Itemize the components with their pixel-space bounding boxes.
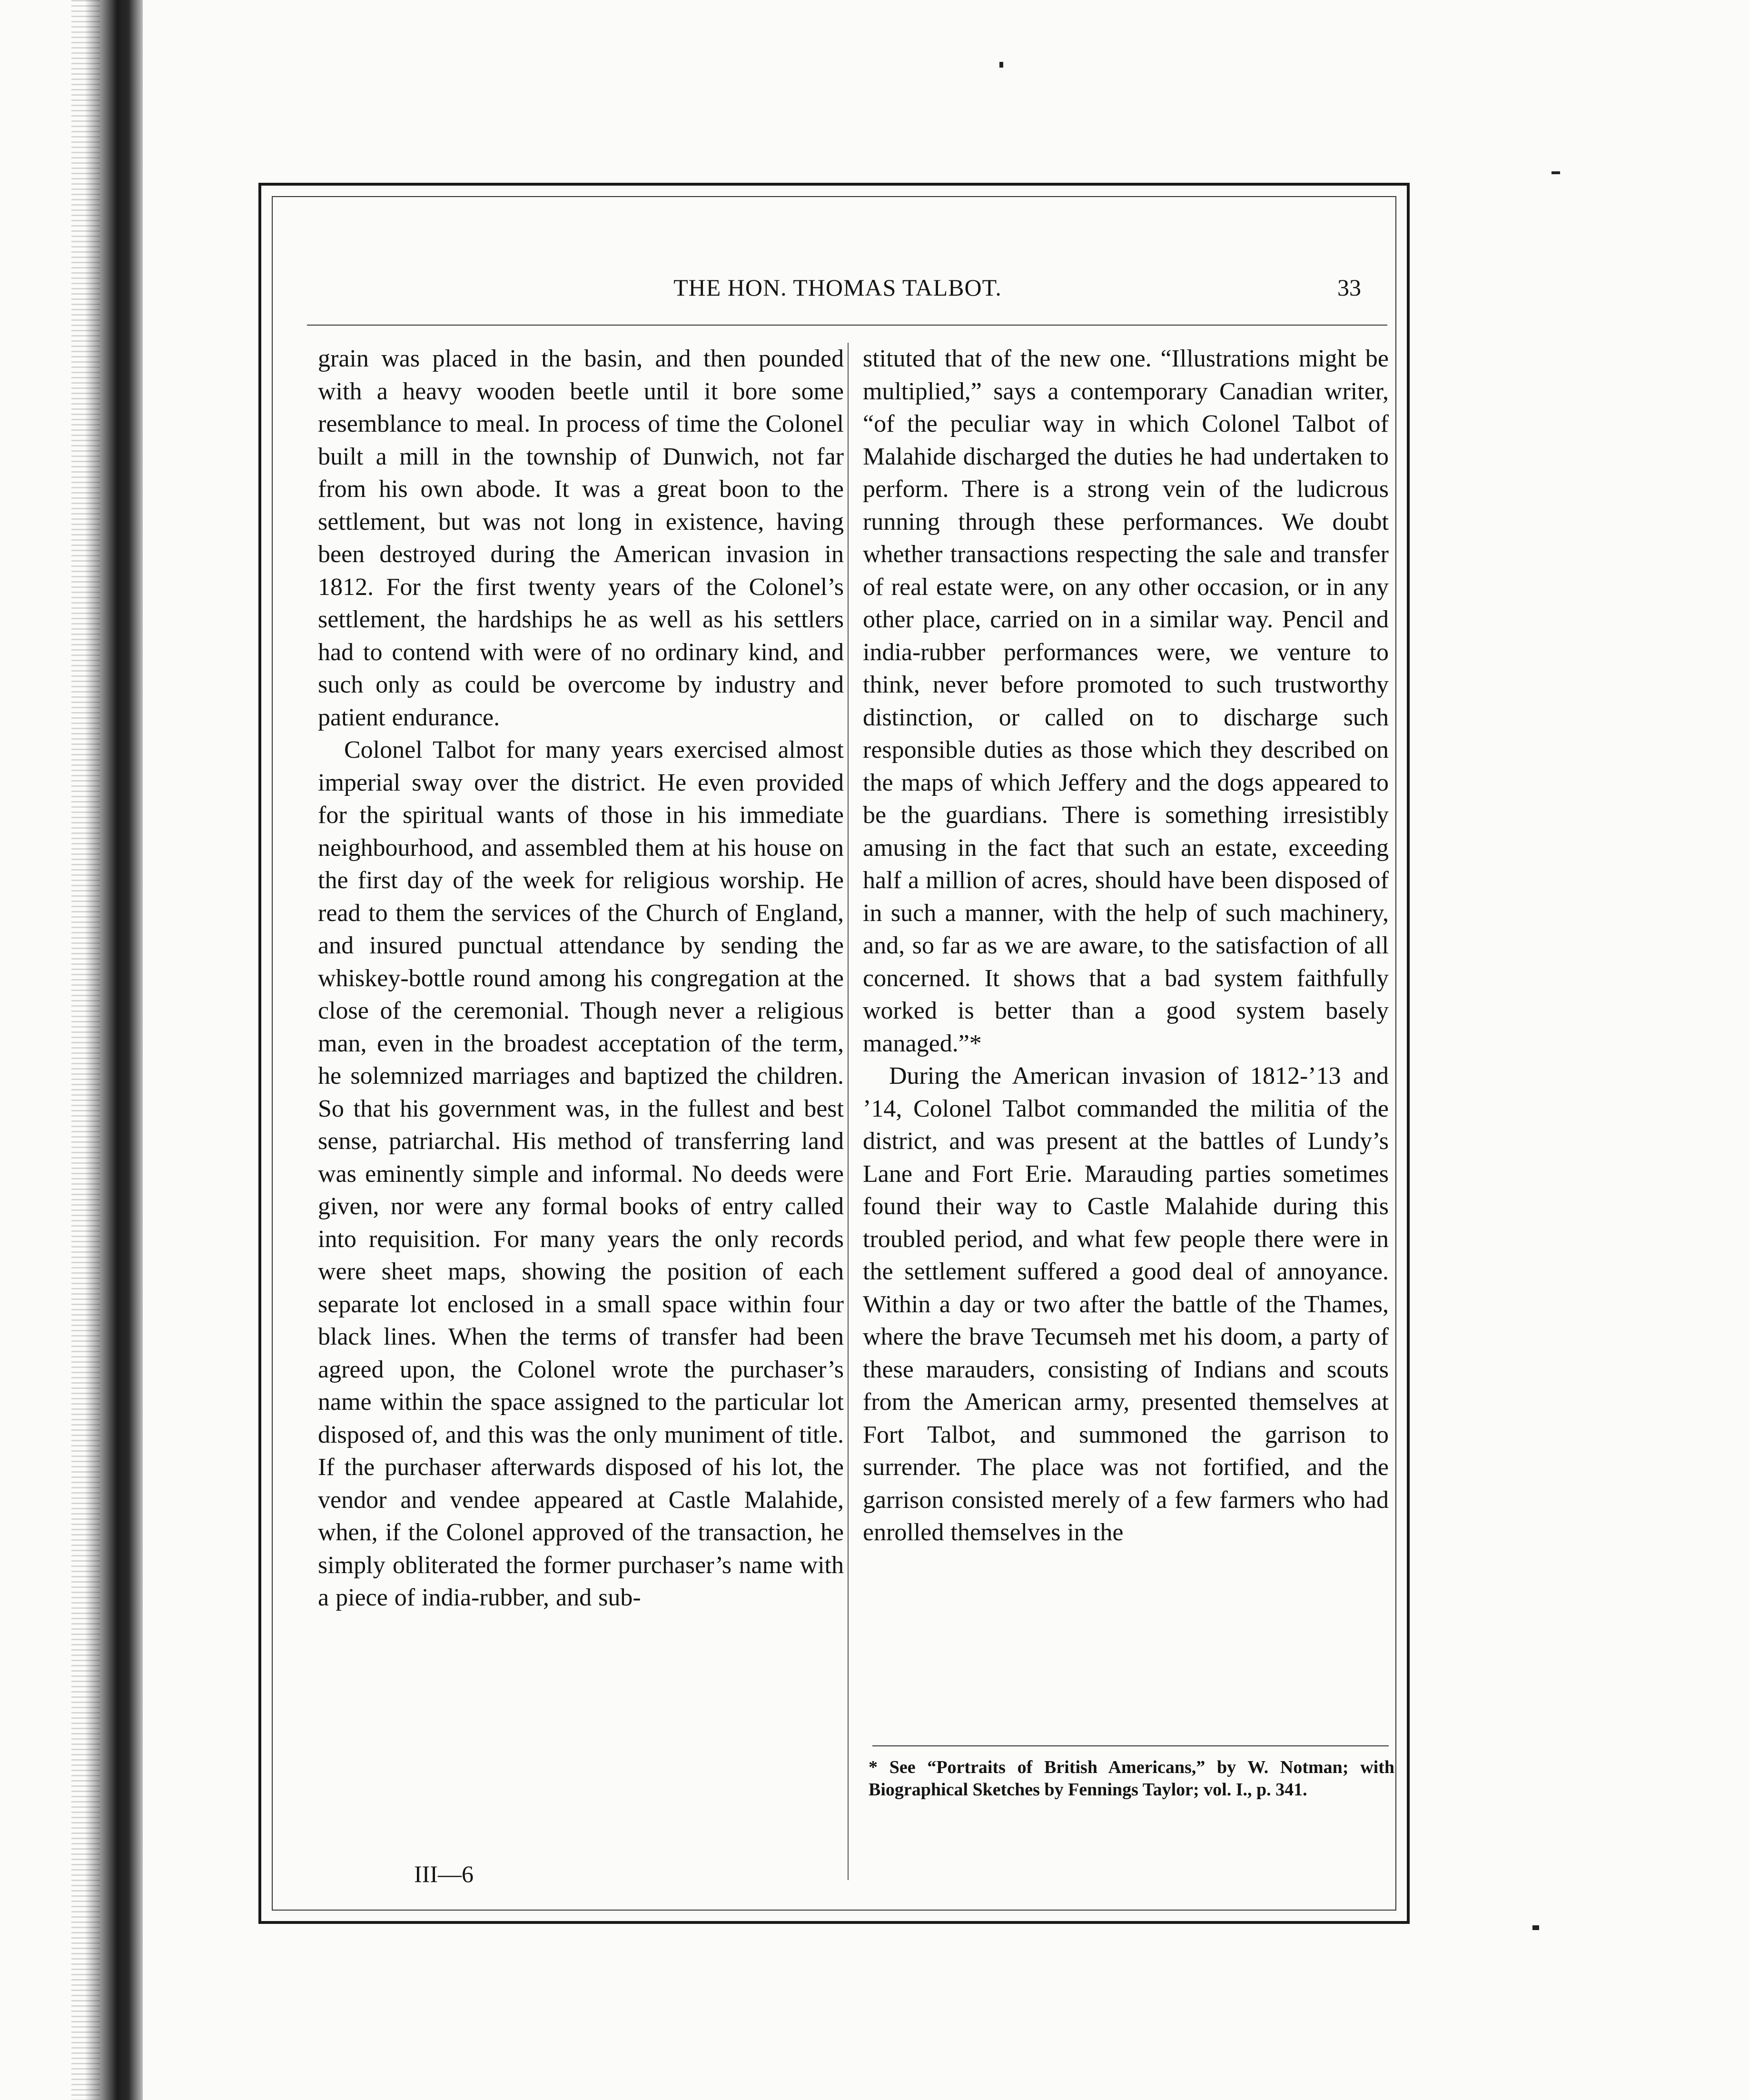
scan-artifact <box>1532 1925 1539 1930</box>
paragraph: grain was placed in the basin, and then pounded with a heavy wooden beetle until it bore some resemblance to meal. In process of time the Colonel built a mill in the township of Dunwich, not far from his own abode. It was a great boon to the settlement, but was not long in existence, having been destroyed during the American invasion in 1812. For the first twenty years of the Colonel’s settlement, the hardships he as well as his settlers had to contend with were of no ordinary kind, and such only as could be overcome by industry and patient endurance. <box>318 345 844 731</box>
running-head: THE HON. THOMAS TALBOT. <box>673 274 1002 301</box>
paragraph: stituted that of the new one. “Illustrations might be multiplied,” says a contemporary Canadian writer, “of the peculiar way in which Colonel Talbot of Malahide discharged the duties he had undertaken to perform. There is a strong vein of the ludicrous running through these performances. We doubt whether transactions respecting the sale and transfer of real estate were, on any other occasion, or in any other place, carried on in a similar way. Pencil and india-rubber performances were, we venture to think, never before promoted to such trustworthy distinction, or called on to discharge such responsible duties as those which they described on the maps of which Jeffery and the dogs appeared to be the guardians. There is something irresistibly amusing in the fact that such an estate, exceeding half a million of acres, should have been disposed of in such a manner, with the help of such machinery, and, so far as we are aware, to the satisfaction of all concerned. It shows that a bad system faithfully worked is better than a good system basely managed.”* <box>863 345 1389 1057</box>
column-rule <box>848 343 849 1880</box>
paragraph: Colonel Talbot for many years exercised almost imperial sway over the district. He even provided for the spiritual wants of those in his immediate neighbourhood, and assembled them at his house on the first day of the week for religious worship. He read to them the services of the Church of England, and insured punctual attendance by sending the whiskey-bottle round among his congregation at the close of the ceremonial. Though never a religious man, even in the broadest acceptation of the term, he solemnized marriages and baptized the children. So that his government was, in the fullest and best sense, patriarchal. His method of transferring land was eminently simple and informal. No deeds were given, nor were any formal books of entry called into requisition. For many years the only records were sheet maps, showing the position of each separate lot enclosed in a small space within four black lines. When the terms of transfer had been agreed upon, the Colonel wrote the purchaser’s name within the space assigned to the particular lot disposed of, and this was the only muniment of title. If the purchaser afterwards disposed of his lot, the vendor and vendee appeared at Castle Malahide, when, if the Colonel approved of the transaction, he simply obliterated the former purchaser’s name with a piece of india-rubber, and sub- <box>318 736 844 1611</box>
left-column <box>318 343 844 1615</box>
binding-speckle <box>71 0 100 2100</box>
header-rule <box>307 325 1387 326</box>
scan-artifact <box>999 62 1003 68</box>
signature-mark: III—6 <box>414 1861 474 1887</box>
footnote: * See “Portraits of British Americans,” by W. Notman; with Biographical Sketches by Fennings Taylor; vol. I., p. 341. <box>869 1757 1394 1800</box>
right-column <box>863 343 1389 1549</box>
footnote-rule <box>872 1745 1389 1746</box>
scan-artifact <box>1551 171 1560 174</box>
page-number: 33 <box>1337 274 1361 301</box>
paragraph: During the American invasion of 1812-’13 and ’14, Colonel Talbot commanded the militia of the district, and was present at the battles of Lundy’s Lane and Fort Erie. Marauding parties sometimes found their way to Castle Malahide during this troubled period, and what few people there were in the settlement suffered a good deal of annoyance. Within a day or two after the battle of the Thames, where the brave Tecumseh met his doom, a party of these marauders, consisting of Indians and scouts from the American army, presented themselves at Fort Talbot, and summoned the garrison to surrender. The place was not fortified, and the garrison consisted merely of a few farmers who had enrolled themselves in the <box>863 1062 1389 1546</box>
